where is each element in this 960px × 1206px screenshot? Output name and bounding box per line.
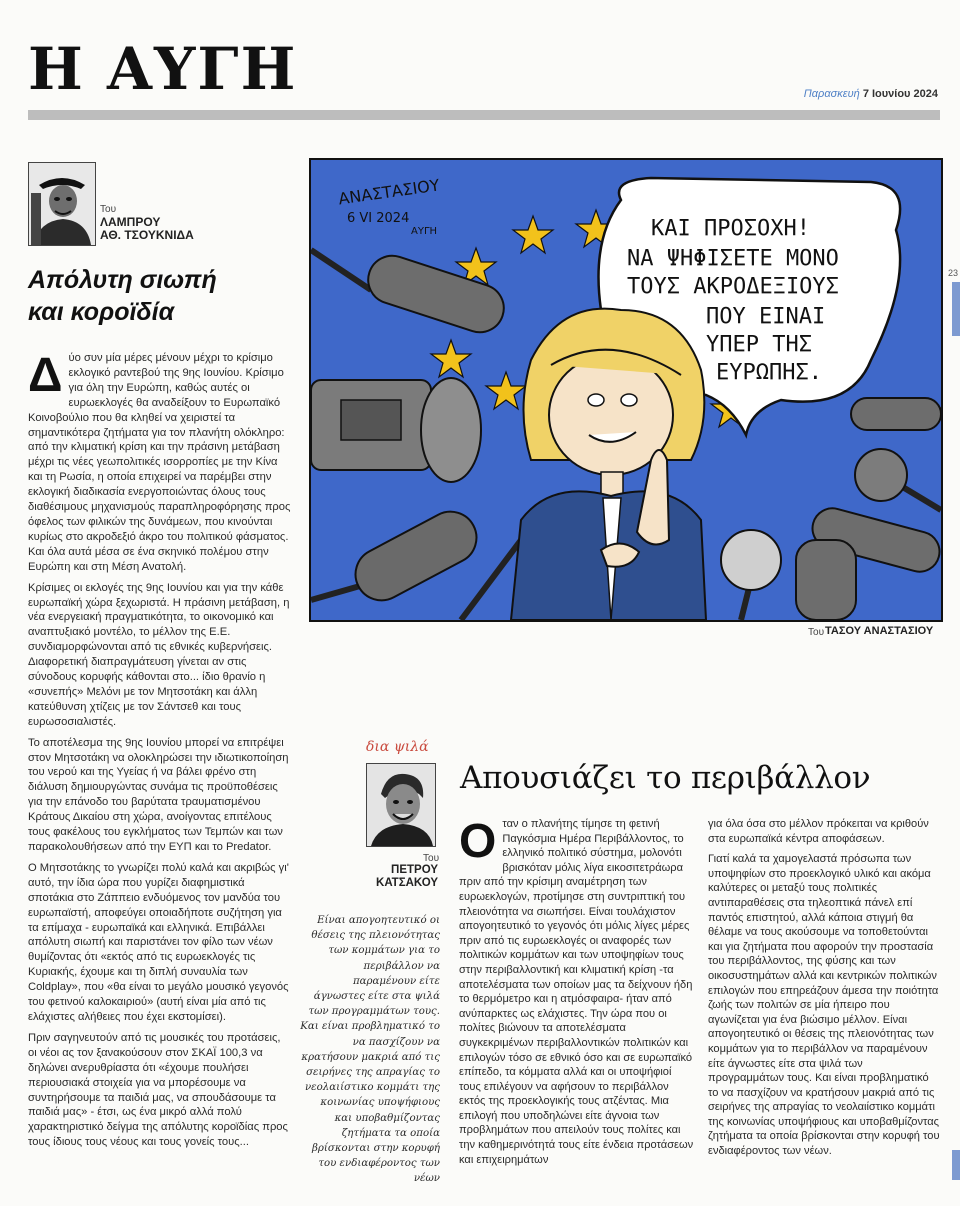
column-kicker: δια ψιλά <box>366 739 429 755</box>
byline2-prefix: Του <box>423 853 440 864</box>
signature-paper: ΑΥΓΗ <box>411 226 438 237</box>
paragraph-4: Ο Μητσοτάκης το γνωρίζει πολύ καλά και ακριβώς γι' αυτό, την ίδια ώρα που γυρίζει διαφημιστικά σποτάκια στο Ζάππειο ενδυόμενος τον μανδύα του ευρωπαϊστή, αποφεύγει οποιαδήποτε συζήτηση για τα επίμαχα - ευρωπαϊκά και ελληνικά. Επιβάλλει απόλυτη σιωπή και παριστάνει τον φίλο των νέων θυμίζοντας ότι «εκτός από τις ευρωεκλογές τις Κυριακής, έχουμε και τη διπλή συναυλία των Coldplay», που «θα είναι το μεγάλο μουσικό γεγονός του φετινού καλοκαιριού» (αυτή είναι μία από τις ελάχιστες αλήθειες που έχει εκστομίσει). <box>28 861 289 1023</box>
article2-body-right <box>708 817 940 1165</box>
issue-day: 7 Ιουνίου 2024 <box>862 88 938 100</box>
cartoon-credit-prefix: Του <box>808 627 825 638</box>
bubble-line-6: ΕΥΡΩΠΗΣ. <box>716 360 822 385</box>
author-photo-katsakos <box>366 763 436 847</box>
article2-paragraph-1 <box>459 817 695 1167</box>
author2-first-name: ΠΕΤΡΟΥ <box>391 864 438 876</box>
bubble-line-2: ΝΑ ΨΗΦΙΣΕΤΕ ΜΟΝΟ <box>627 246 839 271</box>
drop-cap: Δ <box>28 349 63 402</box>
article2-paragraph-2: για όλα όσα στο μέλλον πρόκειται να κριθούν στα ευρωπαϊκά κέντρα αποφάσεων. <box>708 818 929 845</box>
author2-name <box>376 864 438 890</box>
article2-body-left <box>459 817 695 1173</box>
cartoon-credit-name: ΤΑΣΟΥ ΑΝΑΣΤΑΣΙΟΥ <box>825 625 934 637</box>
article2-headline: Απουσιάζει το περιβάλλον <box>460 760 871 796</box>
article-headline <box>28 264 290 328</box>
paragraph-2: Κρίσιμες οι εκλογές της 9ης Ιουνίου και για την κάθε ευρωπαϊκή χώρα ξεχωριστά. Η πράσινη μετάβαση, η νέα ενεργειακή πραγματικότητα, το οικονομικό και αναπτυξιακό μοντέλο, το μέλλον της Ε.Ε. συνδιαμορφώνονται από τις εθνικές κυβερνήσεις. Διαφορετική διαπραγμάτευση γίνεται αν στις σύνοδους κορυφής κάθονται στο... ίδιο θρανίο η «συνεπής» Μελόνι με τον Μητσοτάκη και άλλη κατεύθυνση χτίζεις με τον Σάντσεθ και τους ευρωσοσιαλιστές. <box>28 581 290 728</box>
bubble-line-4: ΠΟΥ ΕΙΝΑΙ <box>706 304 826 329</box>
author2-last-name: ΚΑΤΣΑΚΟΥ <box>376 877 438 889</box>
tv-camera <box>311 378 481 482</box>
signature-date: 6 VI 2024 <box>347 211 410 226</box>
pull-quote: Είναι απογοητευτικό οι θέσεις της πλειονότητας των κομμάτων για το περιβάλλον να παραμένουν είτε άγνωστες είτε στα ψιλά των προγραμμάτων τους. Και είναι προβληματικό το να πασχίζουν να κρατήσουν μακριά από τις σειρήνες της απραγίας το νεολαιίστικο κομμάτι της κοινωνίας υποψήφιους και υποβαθμίζοντας ζητήματα τα οποία βρίσκονται στην κορυφή του ενδιαφέροντος των νέων <box>300 915 440 1185</box>
article2-paragraph-1-text: ταν ο πλανήτης τίμησε τη φετινή Παγκόσμια Ημέρα Περιβάλλοντος, το ελληνικό πολιτικό σύστημα, μολονότι βρισκόταν μόλις λίγα εικοσιτετράωρα πριν από την κρίσιμη αναμέτρηση των ευρωεκλογών, προτίμησε στη συντριπτική του πλειονότητα να σιωπήσει. Είναι τουλάχιστον απογοητευτικό το γεγονός ότι μόλις λίγες μέρες πριν από τις ευρωεκλογές οι αναφορές των πολιτικών κομμάτων και των υποψηφίων τους στην περιβαλλοντική και κλιματική κρίση -τα αποτελέσματα των οποίων μας τα δείχνουν ήδη το θερμόμετρο και η ατμόσφαιρα- ήταν από ανύπαρκτες ως ελάχιστες. Την ώρα που οι πολίτες βιώνουν τα αποτελέσματα συγκεκριμένων περιβαλλοντικών πολιτικών και επιλογών τόσο σε εθνικό όσο και σε ευρωπαϊκό επίπεδο, τα κόμματα αλλά και οι υποψήφιοί τους επιλέγουν να αφήσουν το περιβάλλον εκτός της προεκλογικής τους ατζέντας. Μια επιλογή που υποδηλώνει είτε άγνοια των προβλημάτων που απειλούν τους πολίτες και την καθημερινότητά τους είτε ένδεια προτάσεων και επιχειρημάτων <box>459 818 694 1166</box>
article2-drop-cap: Ο <box>459 815 497 868</box>
headline-line-1: Απόλυτη σιωπή <box>28 266 217 294</box>
author-first-name: ΛΑΜΠΡΟΥ <box>100 215 161 229</box>
header-rule <box>28 110 940 120</box>
bubble-line-5: ΥΠΕΡ ΤΗΣ <box>706 332 812 357</box>
page-number: 23 <box>948 268 959 278</box>
author-photo-tsouknidas <box>28 162 96 246</box>
political-cartoon <box>309 158 943 622</box>
author-last-name: ΑΘ. ΤΣΟΥΚΝΙΔΑ <box>100 228 194 242</box>
bubble-line-1: ΚΑΙ ΠΡΟΣΟΧΗ! <box>651 216 810 241</box>
byline-prefix: Του <box>100 204 117 215</box>
paragraph-3: Το αποτέλεσμα της 9ης Ιουνίου μπορεί να επιτρέψει στον Μητσοτάκη να ολοκληρώσει την ιδιωτικοποίηση του νερού και της Υγείας ή να βάλει φρένο στη διάλυση δημιουργώντας συνάμα τις προϋποθέσεις για την επάνοδο του βαρύτατα τραυματισμένου Κράτους Δικαίου στη χώρα, ανοίγοντας επιτέλους τους φακέλους του εγκλήματος των Τεμπών και των παρακολουθήσεων από την ΕΥΠ και το Predator. <box>28 736 289 853</box>
paragraph-5: Πριν σαγηνευτούν από τις μουσικές του προτάσεις, οι νέοι ας τον ξανακούσουν στον ΣΚΑΪ 100,3 να δηλώνει ανερυθρίαστα ότι «έχουμε πουλήσει περιουσιακά στοιχεία για να μπορέσουμε να συντηρήσουμε τα παιδιά μας, να σπουδάσουμε τα παιδιά μας» - έτσι, ως ένα μικρό αλλά πολύ χαρακτηριστικό δείγμα της απόλυτης κοροϊδίας προς τους ίδιους τους νέους και τους γονείς τους... <box>28 1031 288 1149</box>
headline-line-2: και κοροϊδία <box>28 298 175 326</box>
side-tab-marker <box>952 282 960 336</box>
masthead-logo: Η ΑΥΓΗ <box>28 35 298 103</box>
issue-weekday: Παρασκευή <box>803 88 860 100</box>
issue-date <box>804 88 938 100</box>
paragraph-1 <box>28 351 292 575</box>
article-body-column1 <box>28 351 292 1156</box>
article2-paragraph-3: Γιατί καλά τα χαμογελαστά πρόσωπα των υποψηφίων στο προεκλογικό υλικό και ακόμα καλύτερες οι μεταξύ τους πολιτικές αντιπαραθέσεις στα τηλεοπτικά πάνελ επί παντός επιστητού, αλλά κάποια στιγμή θα θέλαμε να τους ακούσουμε να τοποθετούνται και για ζητήματα που αφορούν την προστασία του περιβάλλοντος, της φύσης και των οικοσυστημάτων αλλά και κεντρικών πολιτικών επιλογών που επηρεάζουν άμεσα την ποιότητα ζωής των πολιτών σε μία ήπειρο που αγωνίζεται για ένα βιώσιμο μέλλον. Είναι απογοητευτικό οι θέσεις της πλειονότητας των κομμάτων για το περιβάλλον να παραμένουν είτε άγνωστες είτε στα ψιλά των προγραμμάτων τους. Και είναι προβληματικό το να πασχίζουν να κρατήσουν μακριά από τις σειρήνες της απραγίας το νεολαιίστικο κομμάτι της κοινωνίας υποψήφιους και υποβαθμίζοντας ζητήματα τα οποία βρίσκονται στην κορυφή του ενδιαφέροντος των νέων. <box>708 853 940 1158</box>
paragraph-1-text: ύο συν μία μέρες μένουν μέχρι το κρίσιμο εκλογικό ραντεβού της 9ης Ιουνίου. Κρίσιμο για όλη την Ευρώπη, καθώς αυτές οι ευρωεκλογές θα αναδείξουν το Ευρωπαϊκό Κοινοβούλιο που θα κληθεί να χειριστεί τα σημαντικότερα ζητήματα για τον πλανήτη ολόκληρο: από την κλιματική κρίση και την πράσινη μετάβαση μέχρι τις νέες γεωπολιτικές ισορροπίες με την Κίνα και τη Ρωσία, η οποία επιχειρεί να παρέμβει στην εκλογική διαδικασία ενεργοποιώντας όλους τους διαθέσιμους μηχανισμούς παραπληροφόρησης προς όφελος των φιλικών της δυνάμεων, που κινούνται κυρίως στο ακροδεξιό άκρο του πολιτικού φάσματος. Και όλα αυτά μέσα σε ένα σκηνικό πολέμου στην Ευρώπη και στη Μέση Ανατολή. <box>28 352 291 573</box>
bubble-line-3: ΤΟΥΣ ΑΚΡΟΔΕΞΙΟΥΣ <box>627 274 839 299</box>
signature-name: ΑΝΑΣΤΑΣΙΟΥ <box>337 175 441 209</box>
side-tab-marker-bottom <box>952 1150 960 1180</box>
author-name <box>100 216 194 242</box>
